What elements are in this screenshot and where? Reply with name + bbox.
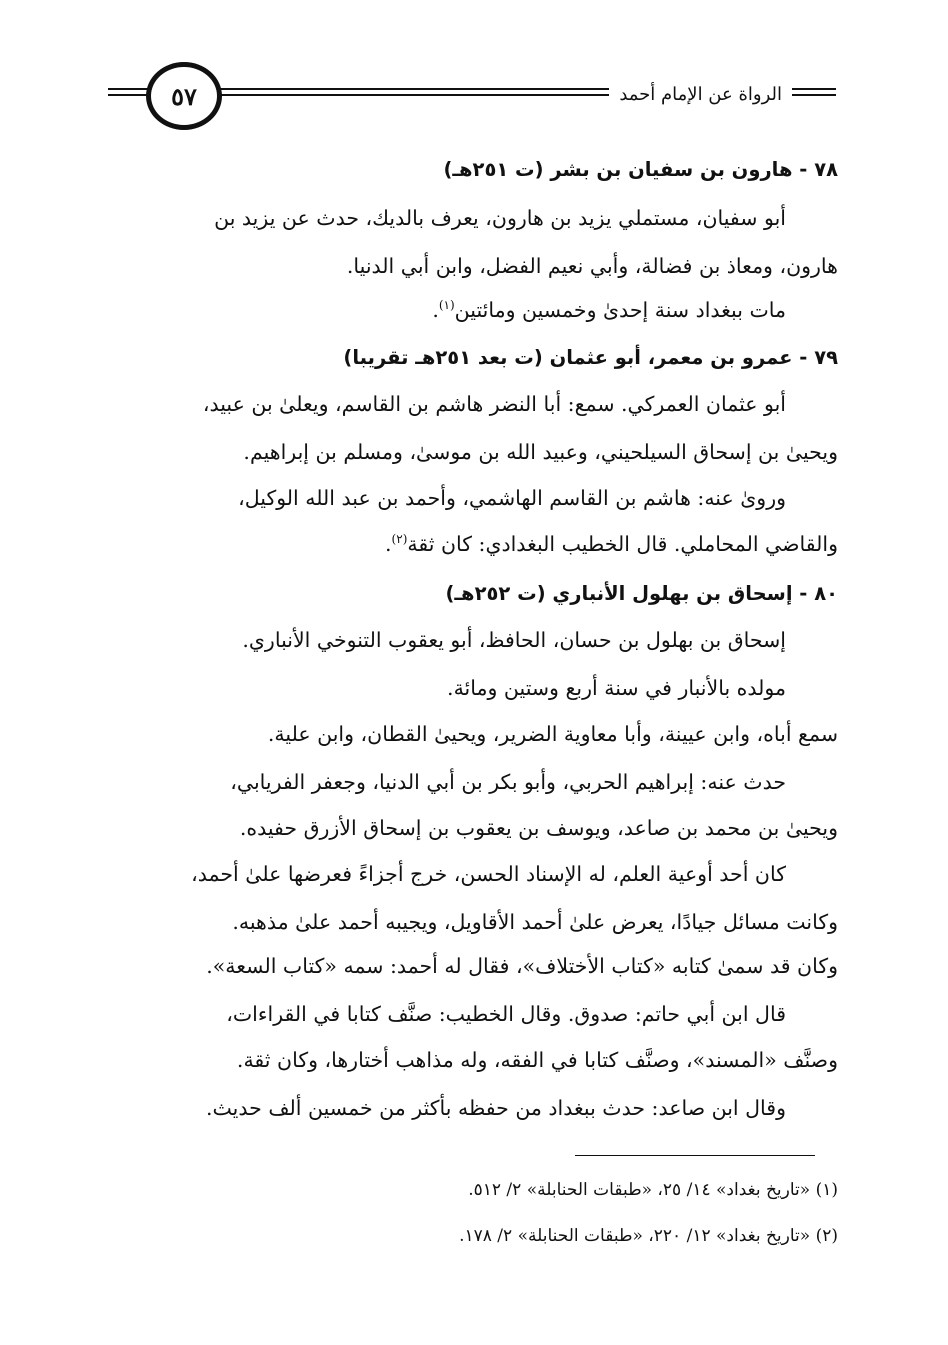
text-fragment: مات ببغداد سنة إحدىٰ وخمسين ومائتين (454, 298, 786, 322)
page-header (108, 60, 836, 140)
text-line: حدث عنه: إبراهيم الحربي، وأبو بكر بن أبي الدنيا، وجعفر الفريابي، (230, 770, 786, 794)
text-line: ورویٰ عنه: هاشم بن القاسم الهاشمي، وأحمد بن عبد الله الوكيل، (238, 486, 786, 510)
footnote-1: (١) «تاريخ بغداد» ١٤/ ٢٥، «طبقات الحنابلة» ٢/ ٥١٢. (468, 1180, 838, 1200)
page-number-circle (146, 62, 222, 130)
text-line: مولده بالأنبار في سنة أربع وستين ومائة. (447, 676, 786, 700)
entry-heading-78: ٧٨ - هارون بن سفيان بن بشر (ت ٢٥١هـ) (443, 158, 838, 181)
text-line: وقال ابن صاعد: حدث ببغداد من حفظه بأكثر من خمسين ألف حديث. (206, 1096, 786, 1120)
text-line: أبو عثمان العمركي. سمع: أبا النضر هاشم بن القاسم، ويعلىٰ بن عبيد، (202, 392, 786, 416)
text-fragment: . (432, 298, 439, 322)
footnote-divider (575, 1155, 815, 1156)
text-line: وكان قد سمىٰ كتابه «كتاب الأختلاف»، فقال له أحمد: سمه «كتاب السعة». (206, 954, 838, 978)
text-line: ويحيىٰ بن محمد بن صاعد، ويوسف بن يعقوب بن إسحاق الأزرق حفيده. (239, 816, 838, 840)
entry-heading-80: ٨٠ - إسحاق بن بهلول الأنباري (ت ٢٥٢هـ) (445, 582, 838, 605)
text-line: أبو سفيان، مستملي يزيد بن هارون، يعرف بالديك، حدث عن يزيد بن (214, 206, 786, 230)
text-line: سمع أباه، وابن عيينة، وأبا معاوية الضرير، ويحيىٰ القطان، وابن علية. (267, 722, 838, 746)
footnote-ref-1[interactable]: (١) (438, 298, 455, 313)
text-line: وصنَّف «المسند»، وصنَّف كتابا في الفقه، وله مذاهب أختارها، وكان ثقة. (236, 1048, 838, 1072)
footnote-ref-2[interactable]: (٢) (391, 532, 408, 547)
text-line: قال ابن أبي حاتم: صدوق. وقال الخطيب: صنَّف كتابا في القراءات، (226, 1002, 786, 1026)
text-fragment: والقاضي المحاملي. قال الخطيب البغدادي: كان ثقة (407, 532, 838, 556)
text-line-with-note (385, 532, 838, 556)
text-line: هارون، ومعاذ بن فضالة، وأبي نعيم الفضل، وابن أبي الدنيا. (346, 254, 838, 278)
text-line: إسحاق بن بهلول بن حسان، الحافظ، أبو يعقوب التنوخي الأنباري. (242, 628, 786, 652)
text-line: ويحيىٰ بن إسحاق السيلحيني، وعبيد الله بن موسىٰ، ومسلم بن إبراهيم. (243, 440, 838, 464)
text-line: كان أحد أوعية العلم، له الإسناد الحسن، خرج أجزاءً فعرضها علىٰ أحمد، (191, 862, 786, 886)
running-title: الرواة عن الإمام أحمد (609, 84, 792, 105)
footnote-2: (٢) «تاريخ بغداد» ١٢/ ٢٢٠، «طبقات الحنابلة» ٢/ ١٧٨. (459, 1226, 838, 1246)
text-fragment: . (385, 532, 392, 556)
entry-heading-79: ٧٩ - عمرو بن معمر، أبو عثمان (ت بعد ٢٥١هـ تقريبا) (343, 346, 838, 369)
text-line-with-note (432, 298, 786, 322)
text-line: وكانت مسائل جيادًا، يعرض علىٰ أحمد الأقاويل، ويجيبه أحمد علىٰ مذهبه. (232, 910, 838, 934)
page-number: ٥٧ (171, 81, 197, 111)
